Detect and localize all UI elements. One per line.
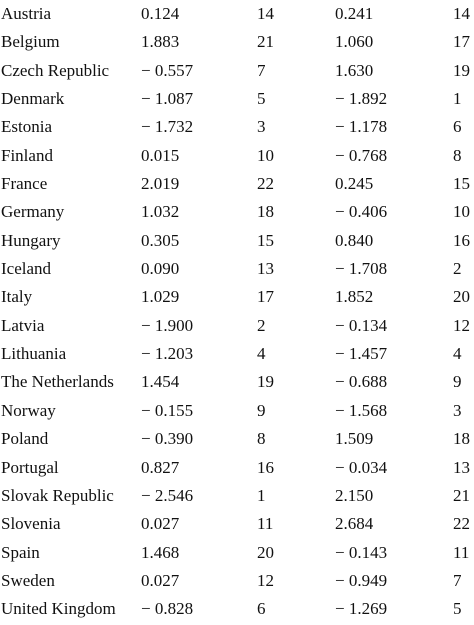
value2-cell: − 1.269: [335, 599, 388, 619]
value2-cell: − 0.143: [335, 542, 388, 562]
table-row: [0, 510, 474, 538]
rank1-cell: 13: [257, 259, 274, 279]
rank2-cell: 10: [453, 202, 470, 222]
value2-cell: 0.840: [335, 230, 374, 250]
value1-cell: 1.454: [141, 372, 180, 392]
country-cell: Poland: [1, 429, 49, 449]
country-cell: Norway: [1, 400, 56, 420]
rank1-cell: 14: [257, 4, 274, 23]
value1-cell: 0.305: [141, 230, 180, 250]
rank2-cell: 18: [453, 429, 470, 449]
table-row: [0, 113, 474, 141]
country-cell: The Netherlands: [1, 372, 114, 392]
value2-cell: − 0.034: [335, 457, 388, 477]
country-cell: Belgium: [1, 32, 60, 52]
rank2-cell: 5: [453, 599, 462, 619]
value1-cell: − 1.900: [141, 315, 194, 335]
rank2-cell: 14: [453, 4, 470, 23]
value1-cell: 1.883: [141, 32, 180, 52]
value2-cell: 1.060: [335, 32, 374, 52]
value2-cell: − 1.892: [335, 89, 388, 109]
country-cell: Italy: [1, 287, 33, 307]
country-cell: Iceland: [1, 259, 52, 279]
value1-cell: − 2.546: [141, 485, 194, 505]
value1-cell: 1.029: [141, 287, 180, 307]
table-row: [0, 0, 474, 28]
rank1-cell: 22: [257, 174, 274, 194]
value2-cell: − 0.134: [335, 315, 388, 335]
rank2-cell: 7: [453, 570, 462, 590]
value2-cell: 0.245: [335, 174, 374, 194]
value1-cell: − 1.203: [141, 344, 194, 364]
value1-cell: 0.027: [141, 570, 180, 590]
value1-cell: − 0.155: [141, 400, 194, 420]
rank1-cell: 20: [257, 542, 274, 562]
value2-cell: 2.150: [335, 485, 374, 505]
rank1-cell: 18: [257, 202, 274, 222]
rank1-cell: 19: [257, 372, 274, 392]
rank1-cell: 8: [257, 429, 266, 449]
value1-cell: − 0.557: [141, 60, 194, 80]
country-cell: Portugal: [1, 457, 59, 477]
table-row: [0, 255, 474, 283]
country-cell: Denmark: [1, 89, 65, 109]
value1-cell: 0.015: [141, 145, 180, 165]
rank2-cell: 13: [453, 457, 470, 477]
value1-cell: − 1.087: [141, 89, 194, 109]
rank2-cell: 16: [453, 230, 470, 250]
table-row: [0, 227, 474, 255]
country-cell: Finland: [1, 145, 53, 165]
value1-cell: 1.032: [141, 202, 180, 222]
rank2-cell: 11: [453, 542, 470, 562]
value1-cell: 0.124: [141, 4, 180, 23]
rank2-cell: 9: [453, 372, 462, 392]
rank1-cell: 21: [257, 32, 274, 52]
table-row: [0, 198, 474, 226]
country-cell: Spain: [1, 542, 40, 562]
rank1-cell: 5: [257, 89, 266, 109]
table-row: [0, 595, 474, 623]
rank1-cell: 16: [257, 457, 274, 477]
rank1-cell: 3: [257, 117, 266, 137]
value1-cell: 0.827: [141, 457, 180, 477]
rank1-cell: 7: [257, 60, 266, 80]
value2-cell: − 0.406: [335, 202, 388, 222]
table-row: [0, 57, 474, 85]
rank1-cell: 6: [257, 599, 266, 619]
table-row: [0, 142, 474, 170]
country-cell: Slovak Republic: [1, 485, 114, 505]
table-row: [0, 340, 474, 368]
value2-cell: 2.684: [335, 514, 374, 534]
value2-cell: − 1.178: [335, 117, 388, 137]
table-row: [0, 283, 474, 311]
country-cell: Germany: [1, 202, 65, 222]
country-cell: Czech Republic: [1, 60, 110, 80]
country-cell: United Kingdom: [1, 599, 116, 619]
value2-cell: − 1.708: [335, 259, 388, 279]
rank2-cell: 21: [453, 485, 470, 505]
rank2-cell: 22: [453, 514, 470, 534]
value2-cell: 1.509: [335, 429, 374, 449]
table-row: [0, 312, 474, 340]
table-row: [0, 85, 474, 113]
value1-cell: 2.019: [141, 174, 180, 194]
rank2-cell: 2: [453, 259, 462, 279]
country-cell: Latvia: [1, 315, 45, 335]
value2-cell: 1.852: [335, 287, 374, 307]
rank2-cell: 15: [453, 174, 470, 194]
country-cell: Sweden: [1, 570, 55, 590]
rank2-cell: 8: [453, 145, 462, 165]
value2-cell: − 0.688: [335, 372, 388, 392]
rank1-cell: 1: [257, 485, 266, 505]
table-row: [0, 28, 474, 56]
rank1-cell: 2: [257, 315, 266, 335]
country-cell: Hungary: [1, 230, 61, 250]
rank2-cell: 19: [453, 60, 470, 80]
value2-cell: 0.241: [335, 4, 374, 23]
rank2-cell: 12: [453, 315, 470, 335]
country-cell: France: [1, 174, 48, 194]
rank1-cell: 15: [257, 230, 274, 250]
value1-cell: − 0.390: [141, 429, 194, 449]
country-cell: Estonia: [1, 117, 52, 137]
rank2-cell: 3: [453, 400, 462, 420]
table-row: [0, 397, 474, 425]
value1-cell: 1.468: [141, 542, 180, 562]
country-cell: Austria: [1, 4, 52, 23]
value2-cell: − 1.568: [335, 400, 388, 420]
rank2-cell: 1: [453, 89, 462, 109]
value1-cell: − 1.732: [141, 117, 194, 137]
rank1-cell: 4: [257, 344, 266, 364]
value2-cell: 1.630: [335, 60, 374, 80]
value2-cell: − 1.457: [335, 344, 388, 364]
table-row: [0, 482, 474, 510]
country-cell: Lithuania: [1, 344, 67, 364]
rank2-cell: 6: [453, 117, 462, 137]
value1-cell: − 0.828: [141, 599, 194, 619]
table-row: [0, 567, 474, 595]
rank2-cell: 4: [453, 344, 462, 364]
rank2-cell: 17: [453, 32, 470, 52]
table-row: [0, 170, 474, 198]
rank1-cell: 11: [257, 514, 274, 534]
rank1-cell: 12: [257, 570, 274, 590]
value1-cell: 0.027: [141, 514, 180, 534]
value2-cell: − 0.768: [335, 145, 388, 165]
rank1-cell: 17: [257, 287, 274, 307]
rank1-cell: 9: [257, 400, 266, 420]
value2-cell: − 0.949: [335, 570, 388, 590]
rank2-cell: 20: [453, 287, 470, 307]
rank1-cell: 10: [257, 145, 274, 165]
table-row: [0, 425, 474, 453]
table-row: [0, 539, 474, 567]
value1-cell: 0.090: [141, 259, 180, 279]
country-cell: Slovenia: [1, 514, 61, 534]
table-row: [0, 454, 474, 482]
table-row: [0, 368, 474, 396]
